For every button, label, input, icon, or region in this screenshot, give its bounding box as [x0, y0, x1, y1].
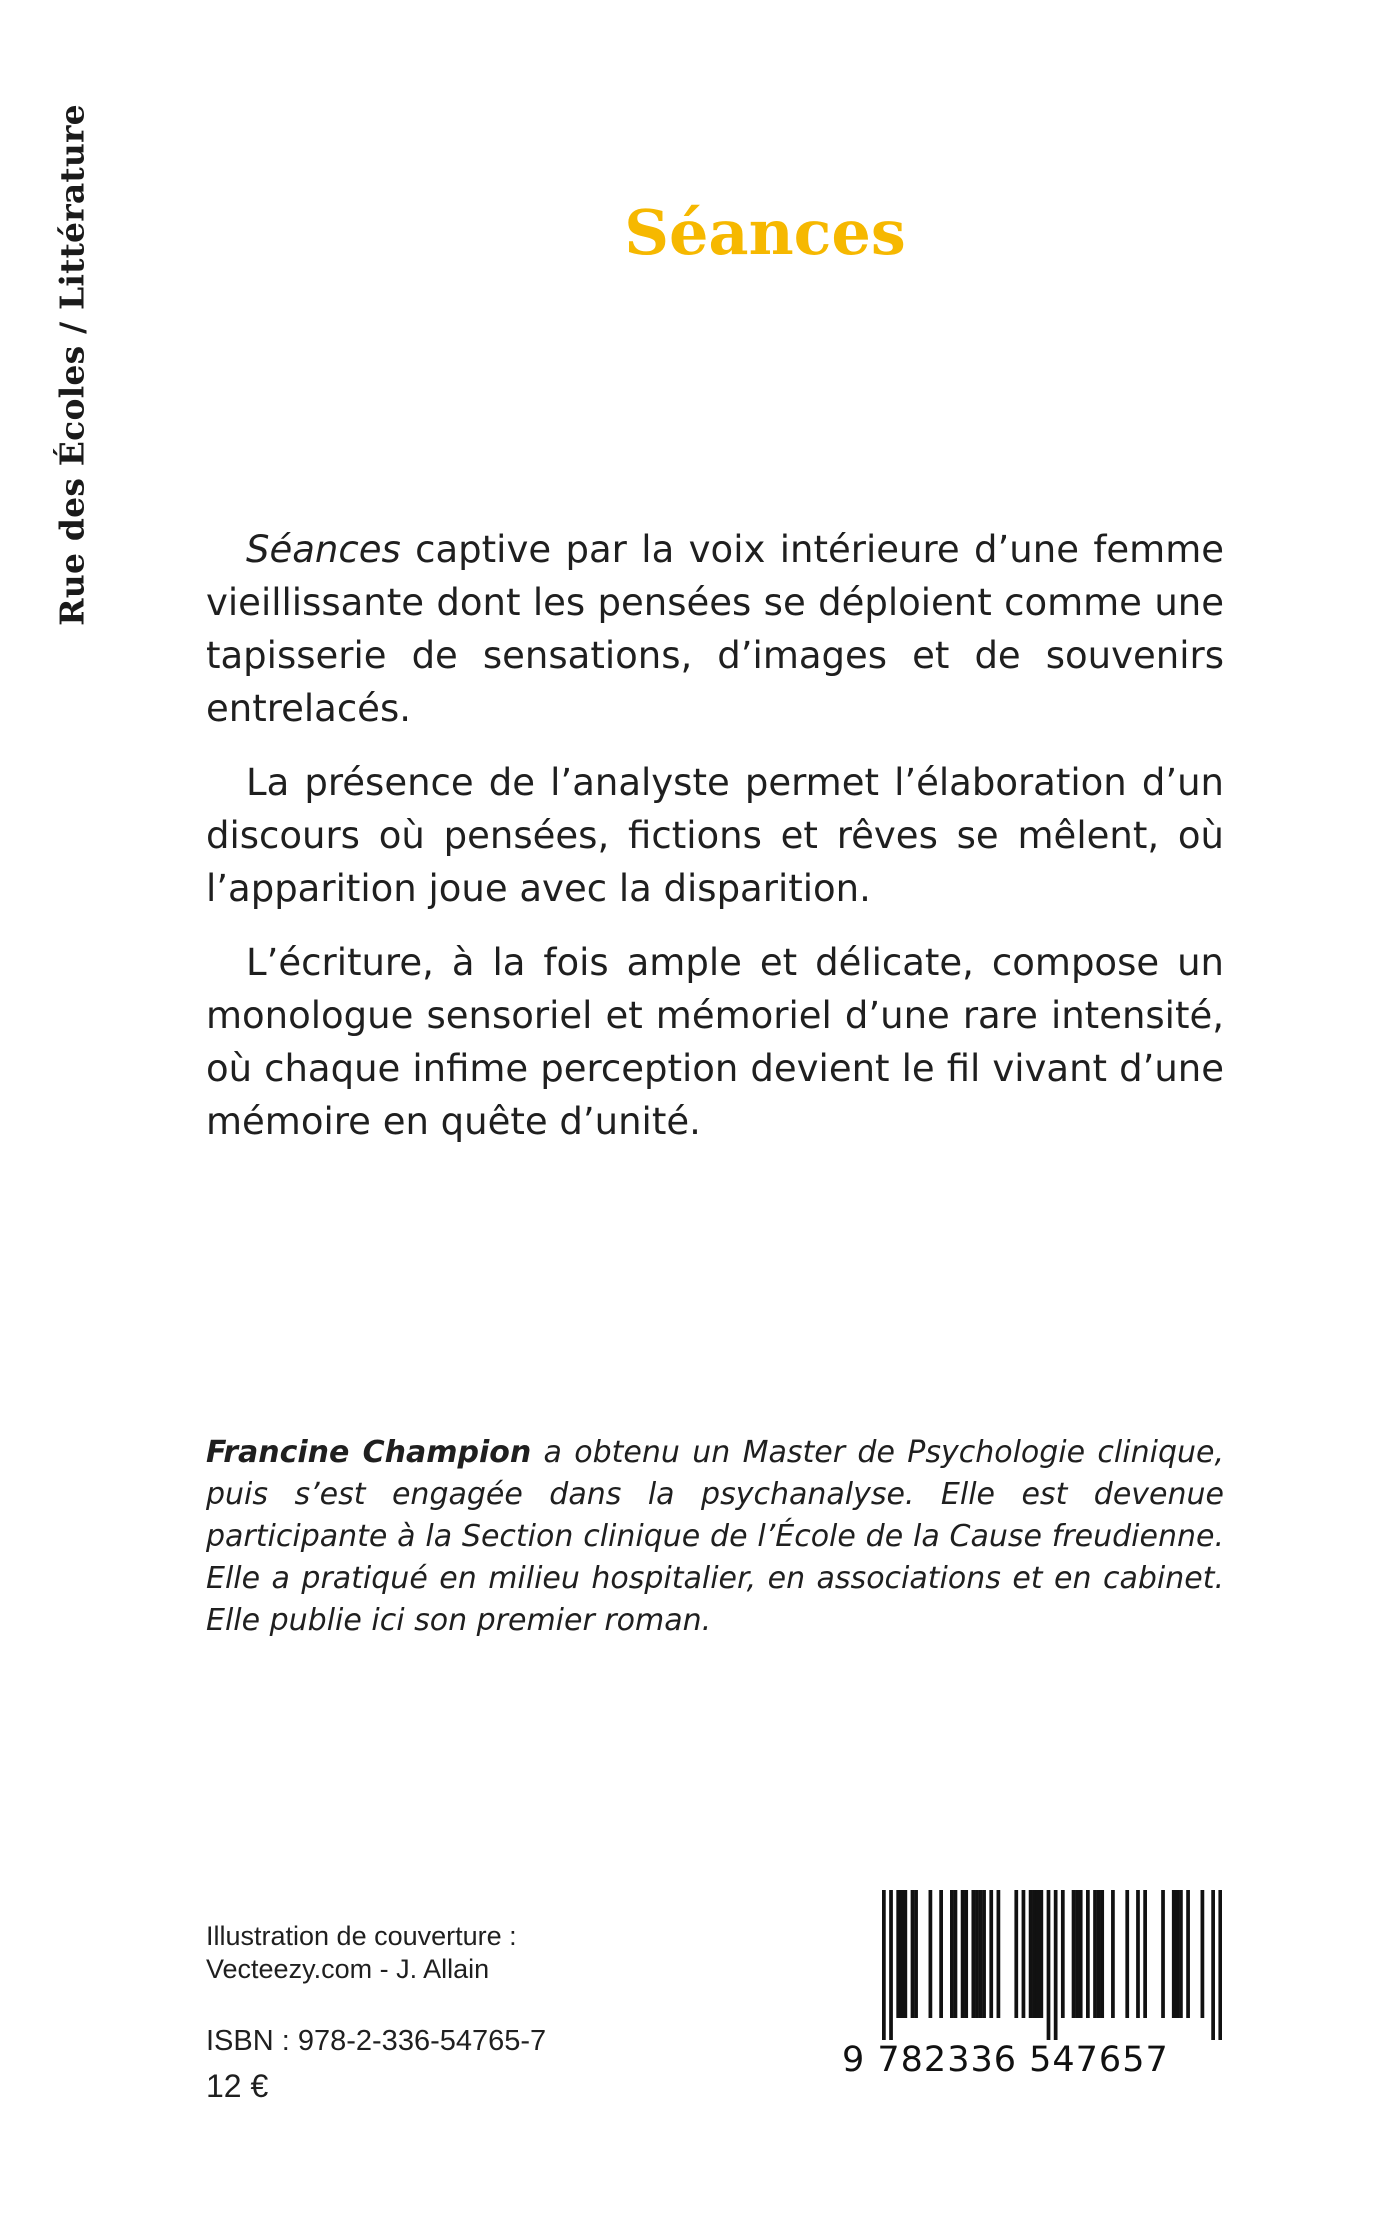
barcode-bar [1086, 1890, 1090, 2018]
credits-line-2: Vecteezy.com - J. Allain [206, 1954, 490, 1984]
barcode-bar [900, 1890, 904, 2018]
barcode-bar [1014, 1890, 1018, 2018]
author-bio-text: a obtenu un Master de Psychologie clinique, puis s’est engagée dans la psychanalyse. Elle est devenue participante à la Section clinique de l’École de la Cause freudienne. Elle a pratiqué en milieu hospitalier, en associations et en cabinet. Elle publie ici son premier roman. [206, 1435, 1224, 1638]
barcode-bar [954, 1890, 958, 2018]
barcode-bar [1054, 1890, 1058, 2040]
barcode-bar [1022, 1890, 1026, 2018]
barcode-bar [1161, 1890, 1165, 2018]
barcode-bar [1172, 1890, 1176, 2018]
book-title: Séances [624, 196, 906, 269]
barcode-bar [950, 1890, 954, 2018]
barcode-bar [911, 1890, 915, 2018]
barcode-digits: 9 782336 547657 [842, 2040, 1169, 2080]
credits-line-1: Illustration de couverture : [206, 1921, 517, 1951]
barcode-bar [896, 1890, 900, 2018]
author-bio [206, 1432, 1224, 1642]
barcode-bar [1032, 1890, 1036, 2018]
barcode-bar [982, 1890, 986, 2018]
barcode-bar [1075, 1890, 1079, 2018]
barcode-bar [979, 1890, 983, 2018]
barcode [842, 1890, 1222, 2090]
blurb-paragraph-2: La présence de l’analyste permet l’élaboration d’un discours où pensées, fictions et rêves se mêlent, où l’apparition joue avec la disparition. [206, 761, 1224, 910]
barcode-bar [1047, 1890, 1051, 2040]
price: 12 € [206, 2068, 269, 2104]
barcode-bar [1125, 1890, 1129, 2018]
barcode-bar [964, 1890, 968, 2018]
barcode-bar [1136, 1890, 1140, 2018]
book-blurb [206, 523, 1224, 1169]
barcode-bar [1218, 1890, 1222, 2040]
barcode-bar [1211, 1890, 1215, 2040]
barcode-bar [1079, 1890, 1083, 2018]
barcode-bar [889, 1890, 893, 2040]
barcode-bar [1179, 1890, 1183, 2018]
barcode-bar [1100, 1890, 1104, 2018]
barcode-bar [989, 1890, 993, 2018]
barcode-bar [971, 1890, 975, 2018]
barcode-bar [903, 1890, 907, 2018]
author-name: Francine Champion [206, 1435, 532, 1470]
blurb-paragraph-3: L’écriture, à la fois ample et délicate, compose un monologue sensoriel et mémoriel d’une rare intensité, où chaque infime perception devient le fil vivant d’une mémoire en quête d’unité. [206, 941, 1224, 1143]
barcode-bar [1061, 1890, 1065, 2018]
cover-credits [206, 1920, 517, 1986]
barcode-bar [1093, 1890, 1097, 2018]
blurb-title-italic: Séances [246, 528, 401, 571]
collection-name: Rue des Écoles / Littérature [52, 104, 92, 626]
author-bio-paragraph [206, 1432, 1224, 1642]
barcode-bar [939, 1890, 943, 2018]
barcode-bar [1143, 1890, 1147, 2018]
barcode-bar [1175, 1890, 1179, 2018]
barcode-bar [1097, 1890, 1101, 2018]
barcode-bar [961, 1890, 965, 2018]
barcode-bar [1036, 1890, 1040, 2018]
barcode-bar [914, 1890, 918, 2018]
barcode-bar [975, 1890, 979, 2018]
barcode-bar [882, 1890, 886, 2040]
barcode-bar [1029, 1890, 1033, 2018]
isbn: ISBN : 978-2-336-54765-7 [206, 2025, 547, 2057]
barcode-bar [1072, 1890, 1076, 2018]
blurb-p1-text: captive par la voix intérieure d’une femme vieillissante dont les pensées se déploient comme une tapisserie de sensations, d’images et de souvenirs entrelacés. [206, 528, 1224, 730]
barcode-bar [1201, 1890, 1205, 2018]
barcode-bar [1039, 1890, 1043, 2018]
barcode-bars [882, 1890, 1222, 2040]
barcode-bar [929, 1890, 933, 2018]
spine-label [38, 100, 106, 630]
barcode-bar [997, 1890, 1001, 2018]
barcode-bar [1111, 1890, 1115, 2018]
barcode-bar [1186, 1890, 1190, 2018]
blurb-paragraph-1 [206, 523, 1224, 735]
